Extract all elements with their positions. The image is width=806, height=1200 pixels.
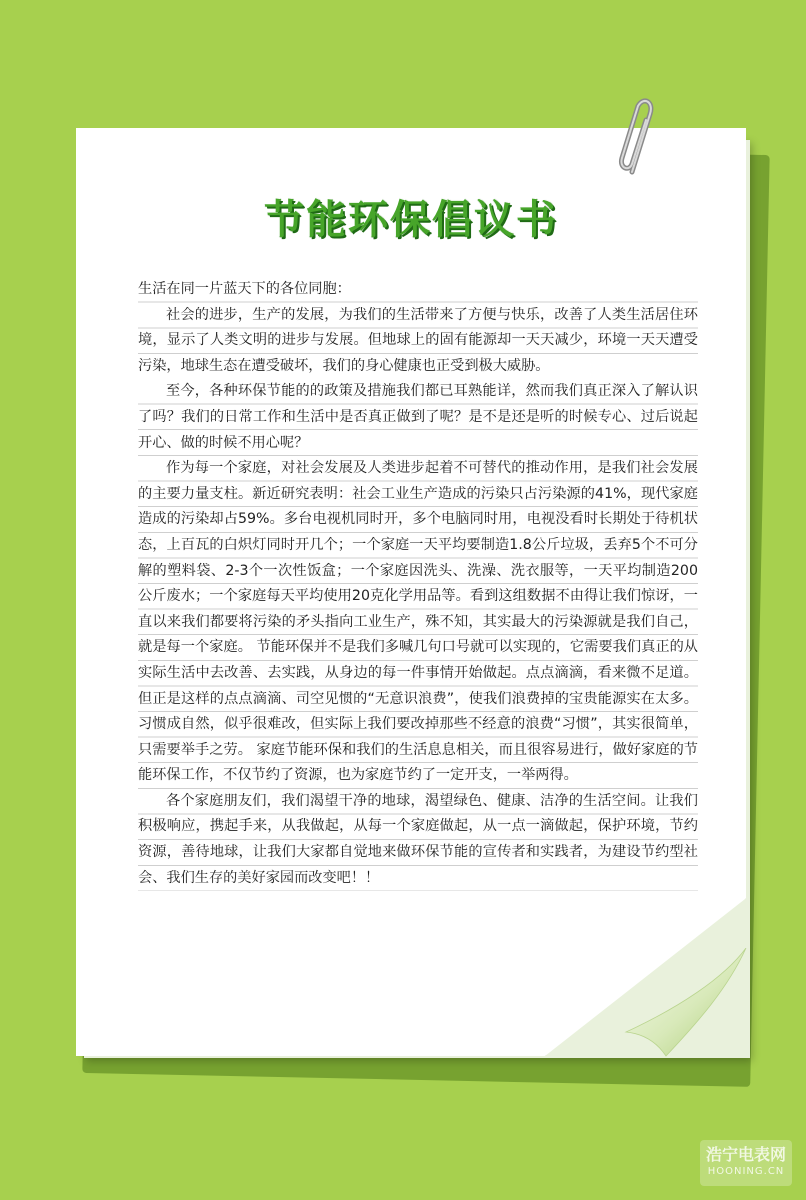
paperclip-icon	[612, 92, 666, 188]
paragraph-2: 至今，各种环保节能的的政策及措施我们都已耳熟能详，然而我们真正深入了解认识了吗？我们的日常工作和生活中是否真正做到了呢？是不是还是听的时候专心、过后说起开心、做的时候不用心呢？	[138, 379, 698, 456]
letter-body	[138, 277, 698, 891]
watermark-name: 浩宁电表网	[705, 1145, 786, 1164]
paragraph-3: 作为每一个家庭，对社会发展及人类进步起着不可替代的推动作用，是我们社会发展的主要力量支柱。新近研究表明：社会工业生产造成的污染只占污染源的41%，现代家庭造成的污染却占59%。多台电视机同时开，多个电脑同时用，电视没看时长期处于待机状态，上百瓦的白炽灯同时开几个；一个家庭一天平均要制造1.8公斤垃圾，丢弃5个不可分解的塑料袋、2-3个一次性饭盒；一个家庭因洗头、洗澡、洗衣服等，一天平均制造200公斤废水；一个家庭每天平均使用20克化学用品等。看到这组数据不由得让我们惊讶，一直以来我们都要将污染的矛头指向工业生产，殊不知，其实最大的污染源就是我们自己，就是每一个家庭。 节能环保并不是我们多喊几句口号就可以实现的，它需要我们真正的从实际生活中去改善、去实践，从身边的每一件事情开始做起。点点滴滴，看来微不足道。但正是这样的点点滴滴、司空见惯的“无意识浪费”，使我们浪费掉的宝贵能源实在太多。习惯成自然，似乎很难改，但实际上我们要改掉那些不经意的浪费“习惯”，其实很简单，只需要举手之劳。 家庭节能环保和我们的生活息息相关，而且很容易进行，做好家庭的节能环保工作，不仅节约了资源，也为家庭节约了一定开支，一举两得。	[138, 456, 698, 789]
paragraph-4: 各个家庭朋友们，我们渴望干净的地球，渴望绿色、健康、洁净的生活空间。让我们积极响应，携起手来，从我做起，从每一个家庭做起，从一点一滴做起，保护环境，节约资源，善待地球，让我们大家都自觉地来做环保节能的宣传者和实践者，为建设节约型社会、我们生存的美好家园而改变吧！！	[138, 789, 698, 891]
page-curl	[548, 948, 748, 1058]
watermark-domain: HOONING.CN	[707, 1166, 785, 1177]
greeting-line: 生活在同一片蓝天下的各位同胞：	[138, 277, 698, 303]
paragraph-1: 社会的进步，生产的发展，为我们的生活带来了方便与快乐，改善了人类生活居住环境，显示了人类文明的进步与发展。但地球上的固有能源却一天天减少，环境一天天遭受污染，地球生态在遭受破坏，我们的身心健康也正受到极大威胁。	[138, 303, 698, 380]
page-title: 节能环保倡议书	[264, 197, 558, 243]
watermark	[700, 1140, 792, 1186]
